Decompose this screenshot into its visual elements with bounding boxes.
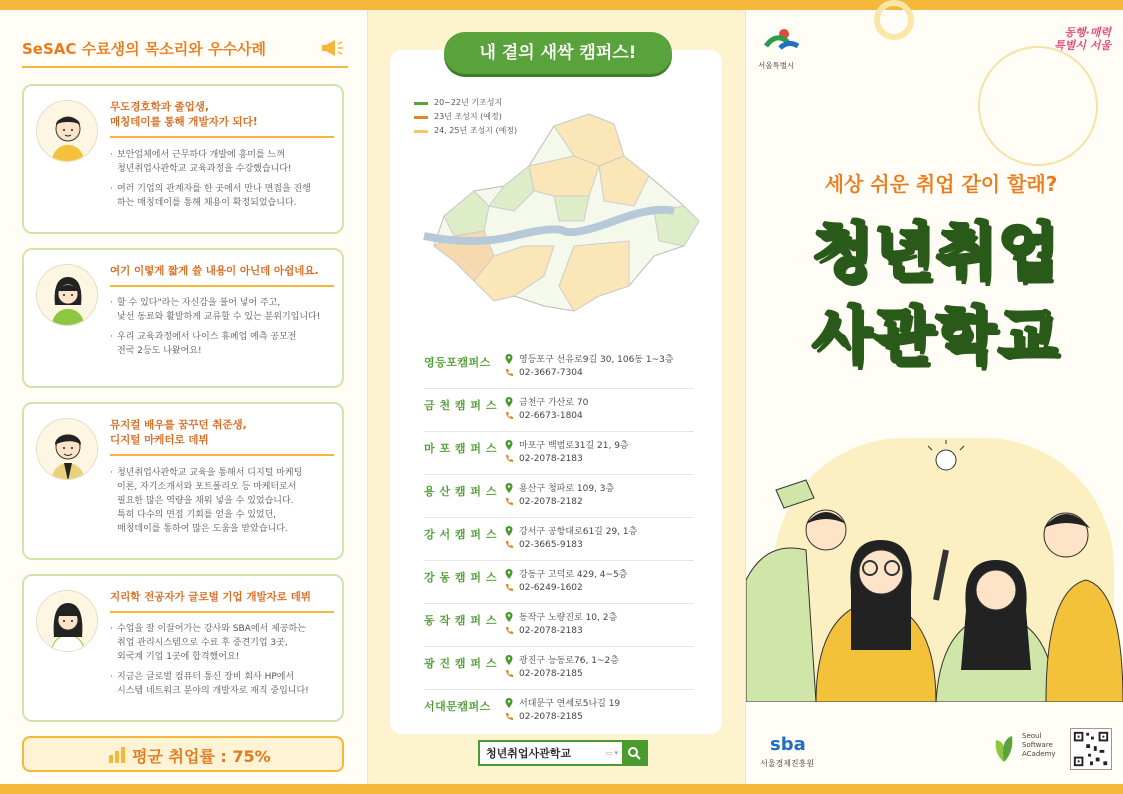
- campus-banner: 내 곁의 새싹 캠퍼스!: [444, 32, 672, 74]
- location-pin-icon: [504, 397, 514, 407]
- bottom-accent-bar: [0, 784, 1123, 794]
- testimonials-title: SeSAC 수료생의 목소리와 우수사례: [22, 40, 266, 58]
- campus-phone: 02-6673-1804: [519, 411, 583, 421]
- cover-subtitle: 세상 쉬운 취업 같이 할래?: [824, 172, 1058, 196]
- search-text: 청년취업사관학교: [486, 747, 572, 760]
- campus-name: 동 작 캠 퍼 스: [424, 614, 497, 627]
- top-accent-bar: [0, 0, 1123, 10]
- campus-item: [424, 647, 694, 690]
- avatar: [36, 590, 98, 652]
- phone-icon: [504, 368, 514, 378]
- campus-name: 마 포 캠 퍼 스: [424, 442, 497, 455]
- campus-name: 서대문캠퍼스: [424, 700, 491, 713]
- seoul-logo: [762, 26, 802, 56]
- campus-address: 동작구 노량진로 10, 2층: [519, 613, 618, 623]
- campus-phone: 02-2078-2185: [519, 669, 583, 679]
- campus-name: 광 진 캠 퍼 스: [424, 657, 497, 670]
- campus-address: 서대문구 연세로5나길 19: [519, 699, 621, 709]
- campus-item: [424, 604, 694, 647]
- decor-circle: [978, 46, 1098, 166]
- campus-phone: 02-2078-2182: [519, 497, 583, 507]
- campus-address: 강서구 공항대로61길 29, 1층: [519, 527, 638, 537]
- testimonial-body: · 할 수 있다"라는 자신감을 불어 넣어 주고, 낯선 동료와 활발하게 교류할 수 있는 분위기입니다! · 우리 교육과정에서 나이스 휴폐업 예측 공모전 전국 2등도 나왔어요!: [110, 296, 338, 364]
- campus-address: 금천구 가산로 70: [519, 398, 589, 408]
- testimonial-body: · 보안업체에서 근무하다 개발에 흥미를 느껴 청년취업사관학교 교육과정을 수강했습니다! · 여러 기업의 관계자를 한 곳에서 만나 면접을 진행 하는 매칭데이를 통해 채용이 확정되었습니다.: [110, 148, 338, 216]
- search-button[interactable]: [622, 741, 646, 765]
- decor-circle: [874, 0, 914, 40]
- campus-item: [424, 518, 694, 561]
- sesac-leaf-icon: [990, 732, 1018, 764]
- location-pin-icon: [504, 483, 514, 493]
- qr-code[interactable]: [1070, 728, 1112, 770]
- testimonials-header: [22, 38, 348, 68]
- sba-logo: sba: [770, 734, 806, 755]
- phone-icon: [504, 411, 514, 421]
- cover-title: 청년취업 사관학교: [812, 215, 1060, 372]
- campus-phone: 02-2078-2183: [519, 454, 583, 464]
- testimonial-card: [22, 248, 344, 388]
- testimonial-title: 지리학 전공자가 글로벌 기업 개발자로 데뷔: [110, 590, 334, 613]
- students-illustration: [746, 440, 1123, 702]
- avatar: [36, 264, 98, 326]
- location-pin-icon: [504, 354, 514, 364]
- campus-name: 금 천 캠 퍼 스: [424, 399, 497, 412]
- ssa-label: Seoul Software ACademy: [1022, 732, 1056, 758]
- cover-panel: [746, 10, 1123, 784]
- location-pin-icon: [504, 612, 514, 622]
- campus-panel: [368, 10, 746, 784]
- employment-rate-box: [22, 736, 344, 772]
- campus-item: [424, 561, 694, 604]
- location-pin-icon: [504, 698, 514, 708]
- sba-label: 서울경제진흥원: [760, 759, 815, 768]
- campus-item: [424, 389, 694, 432]
- testimonial-body: · 수업을 잘 이끌어가는 강사와 SBA에서 제공하는 취업 관리시스템으로 수료 후 중견기업 3곳, 외국계 기업 1곳에 합격했어요! · 지금은 글로벌 컴퓨터 통신 장비 회사 HP에서 시스템 네트워크 분야의 개발자로 재직 중입니다!: [110, 622, 338, 704]
- seoul-slogan: 동행·매력 특별시 서울: [1054, 26, 1111, 52]
- campus-item: [424, 690, 694, 733]
- testimonial-title: 뮤지컬 배우를 꿈꾸던 취준생, 디지털 마케터로 데뷔: [110, 418, 334, 456]
- campus-phone: 02-2078-2183: [519, 626, 583, 636]
- testimonials-panel: [0, 10, 368, 784]
- campus-name: 용 산 캠 퍼 스: [424, 485, 497, 498]
- legend-item: 23년 조성지 (예정): [414, 110, 517, 124]
- phone-icon: [504, 712, 514, 722]
- testimonial-card: [22, 84, 344, 234]
- testimonial-title: 여기 이렇게 짧게 쓸 내용이 아닌데 아쉽네요.: [110, 264, 334, 287]
- legend-item: 24, 25년 조성지 (예정): [414, 124, 517, 138]
- location-pin-icon: [504, 569, 514, 579]
- campus-item: [424, 432, 694, 475]
- keyboard-dropdown-icon: ▭ ▾: [605, 749, 618, 757]
- map-legend: [414, 96, 517, 138]
- phone-icon: [504, 454, 514, 464]
- campus-name: 영등포캠퍼스: [424, 356, 491, 369]
- employment-rate-text: 평균 취업률 : 75%: [132, 747, 271, 766]
- seoul-label: 서울특별시: [758, 61, 795, 70]
- search-box[interactable]: [478, 740, 648, 766]
- location-pin-icon: [504, 440, 514, 450]
- location-pin-icon: [504, 526, 514, 536]
- phone-icon: [504, 583, 514, 593]
- phone-icon: [504, 540, 514, 550]
- megaphone-icon: [320, 38, 344, 58]
- campus-address: 용산구 청파로 109, 3층: [519, 484, 615, 494]
- campus-list: [424, 346, 694, 733]
- bar-chart-icon: [108, 746, 126, 764]
- campus-phone: 02-2078-2185: [519, 712, 583, 722]
- search-icon: [627, 746, 641, 760]
- campus-address: 광진구 능동로76, 1~2층: [519, 656, 619, 666]
- phone-icon: [504, 497, 514, 507]
- location-pin-icon: [504, 655, 514, 665]
- testimonial-body: · 청년취업사관학교 교육을 통해서 디지털 마케팅 이론, 자기소개서와 포트폴리오 등 마케터로서 필요한 많은 역량을 채워 넣을 수 있었습니다. 특히 다수의 면접 기회를 얻을 수 있었던, 매칭데이를 통하여 많은 도움을 받았습니다.: [110, 466, 338, 542]
- testimonial-card: [22, 574, 344, 722]
- campus-address: 강동구 고덕로 429, 4~5층: [519, 570, 628, 580]
- campus-phone: 02-6249-1602: [519, 583, 583, 593]
- avatar: [36, 418, 98, 480]
- campus-phone: 02-3667-7304: [519, 368, 583, 378]
- campus-name: 강 서 캠 퍼 스: [424, 528, 497, 541]
- campus-item: [424, 346, 694, 389]
- campus-name: 강 동 캠 퍼 스: [424, 571, 497, 584]
- testimonial-card: [22, 402, 344, 560]
- phone-icon: [504, 626, 514, 636]
- campus-phone: 02-3665-9183: [519, 540, 583, 550]
- campus-address: 마포구 백범로31길 21, 9층: [519, 441, 629, 451]
- campus-address: 영등포구 선유로9길 30, 106동 1~3층: [519, 355, 674, 365]
- avatar: [36, 100, 98, 162]
- legend-item: 20~22년 기조성지: [414, 96, 517, 110]
- testimonial-title: 무도경호학과 졸업생, 매칭데이를 통해 개발자가 되다!: [110, 100, 334, 138]
- phone-icon: [504, 669, 514, 679]
- campus-item: [424, 475, 694, 518]
